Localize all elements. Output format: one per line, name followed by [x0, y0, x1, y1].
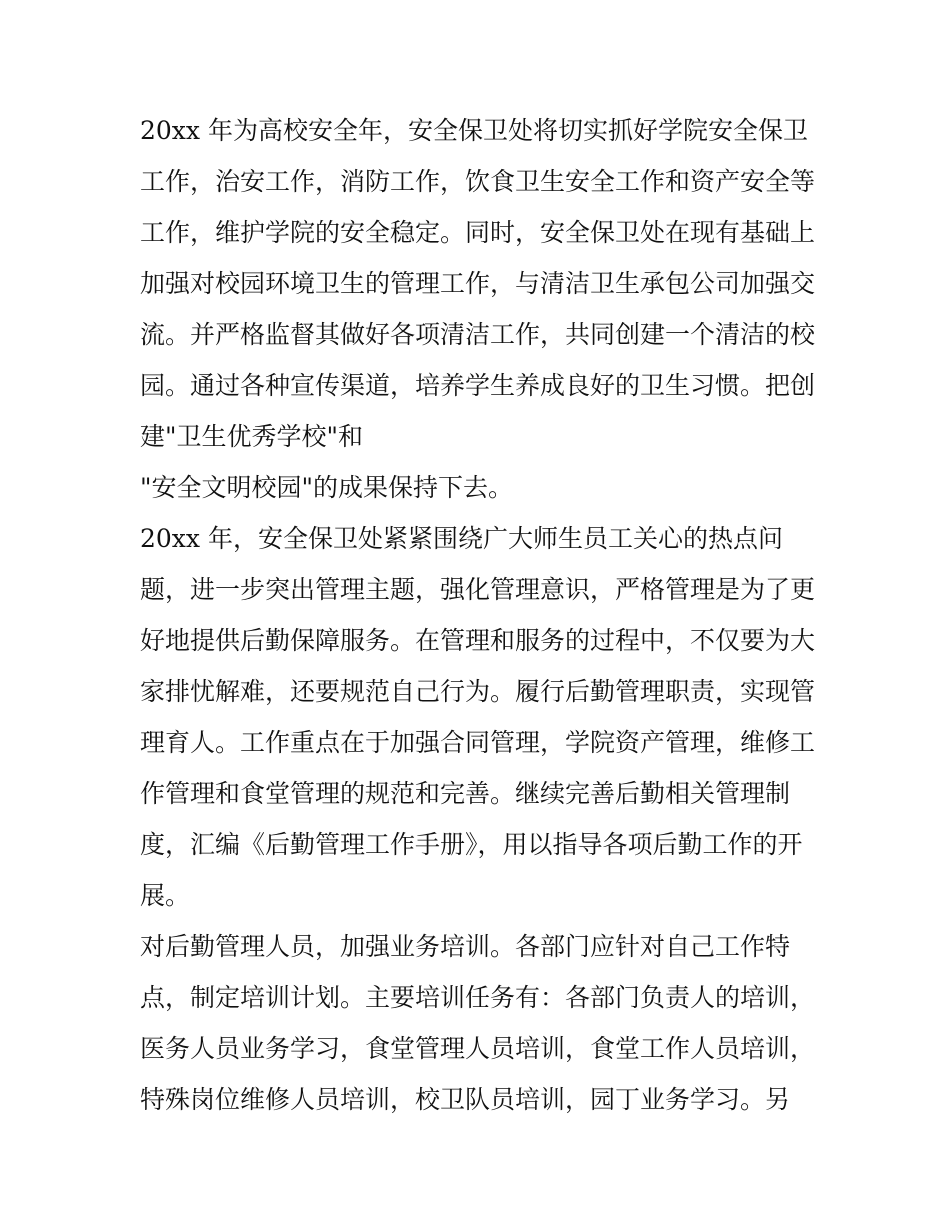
text-line: 展。: [140, 881, 191, 910]
text-line: 流。并严格监督其做好各项清洁工作，共同创建一个清洁的校: [140, 320, 816, 349]
text-line: 点，制定培训计划。主要培训任务有：各部门负责人的培训，: [140, 983, 816, 1012]
text-line: 理育人。工作重点在于加强合同管理，学院资产管理，维修工: [140, 728, 816, 757]
text-line: 对后勤管理人员，加强业务培训。各部门应针对自己工作特: [140, 932, 791, 961]
text-line: 加强对校园环境卫生的管理工作，与清洁卫生承包公司加强交: [140, 269, 816, 298]
text-line: 20xx 年为高校安全年，安全保卫处将切实抓好学院安全保卫: [140, 116, 808, 145]
text-line: "安全文明校园"的成果保持下去。: [140, 473, 513, 502]
text-line: 好地提供后勤保障服务。在管理和服务的过程中，不仅要为大: [140, 626, 816, 655]
document-body: [140, 105, 820, 1125]
text-line: 医务人员业务学习，食堂管理人员培训，食堂工作人员培训，: [140, 1034, 816, 1063]
text-line: 作管理和食堂管理的规范和完善。继续完善后勤相关管理制: [140, 779, 791, 808]
text-line: 题，进一步突出管理主题，强化管理意识，严格管理是为了更: [140, 575, 816, 604]
text-line: 家排忧解难，还要规范自己行为。履行后勤管理职责，实现管: [140, 677, 816, 706]
text-line: 工作，维护学院的安全稳定。同时，安全保卫处在现有基础上: [140, 218, 816, 247]
text-line: 园。通过各种宣传渠道，培养学生养成良好的卫生习惯。把创: [140, 371, 816, 400]
text-line: 特殊岗位维修人员培训，校卫队员培训，园丁业务学习。另: [140, 1085, 791, 1114]
text-line: 建"卫生优秀学校"和: [140, 422, 363, 451]
text-line: 工作，治安工作，消防工作，饮食卫生安全工作和资产安全等: [140, 167, 816, 196]
text-line: 20xx 年，安全保卫处紧紧围绕广大师生员工关心的热点问: [140, 524, 783, 553]
text-line: 度，汇编《后勤管理工作手册》，用以指导各项后勤工作的开: [140, 830, 803, 859]
